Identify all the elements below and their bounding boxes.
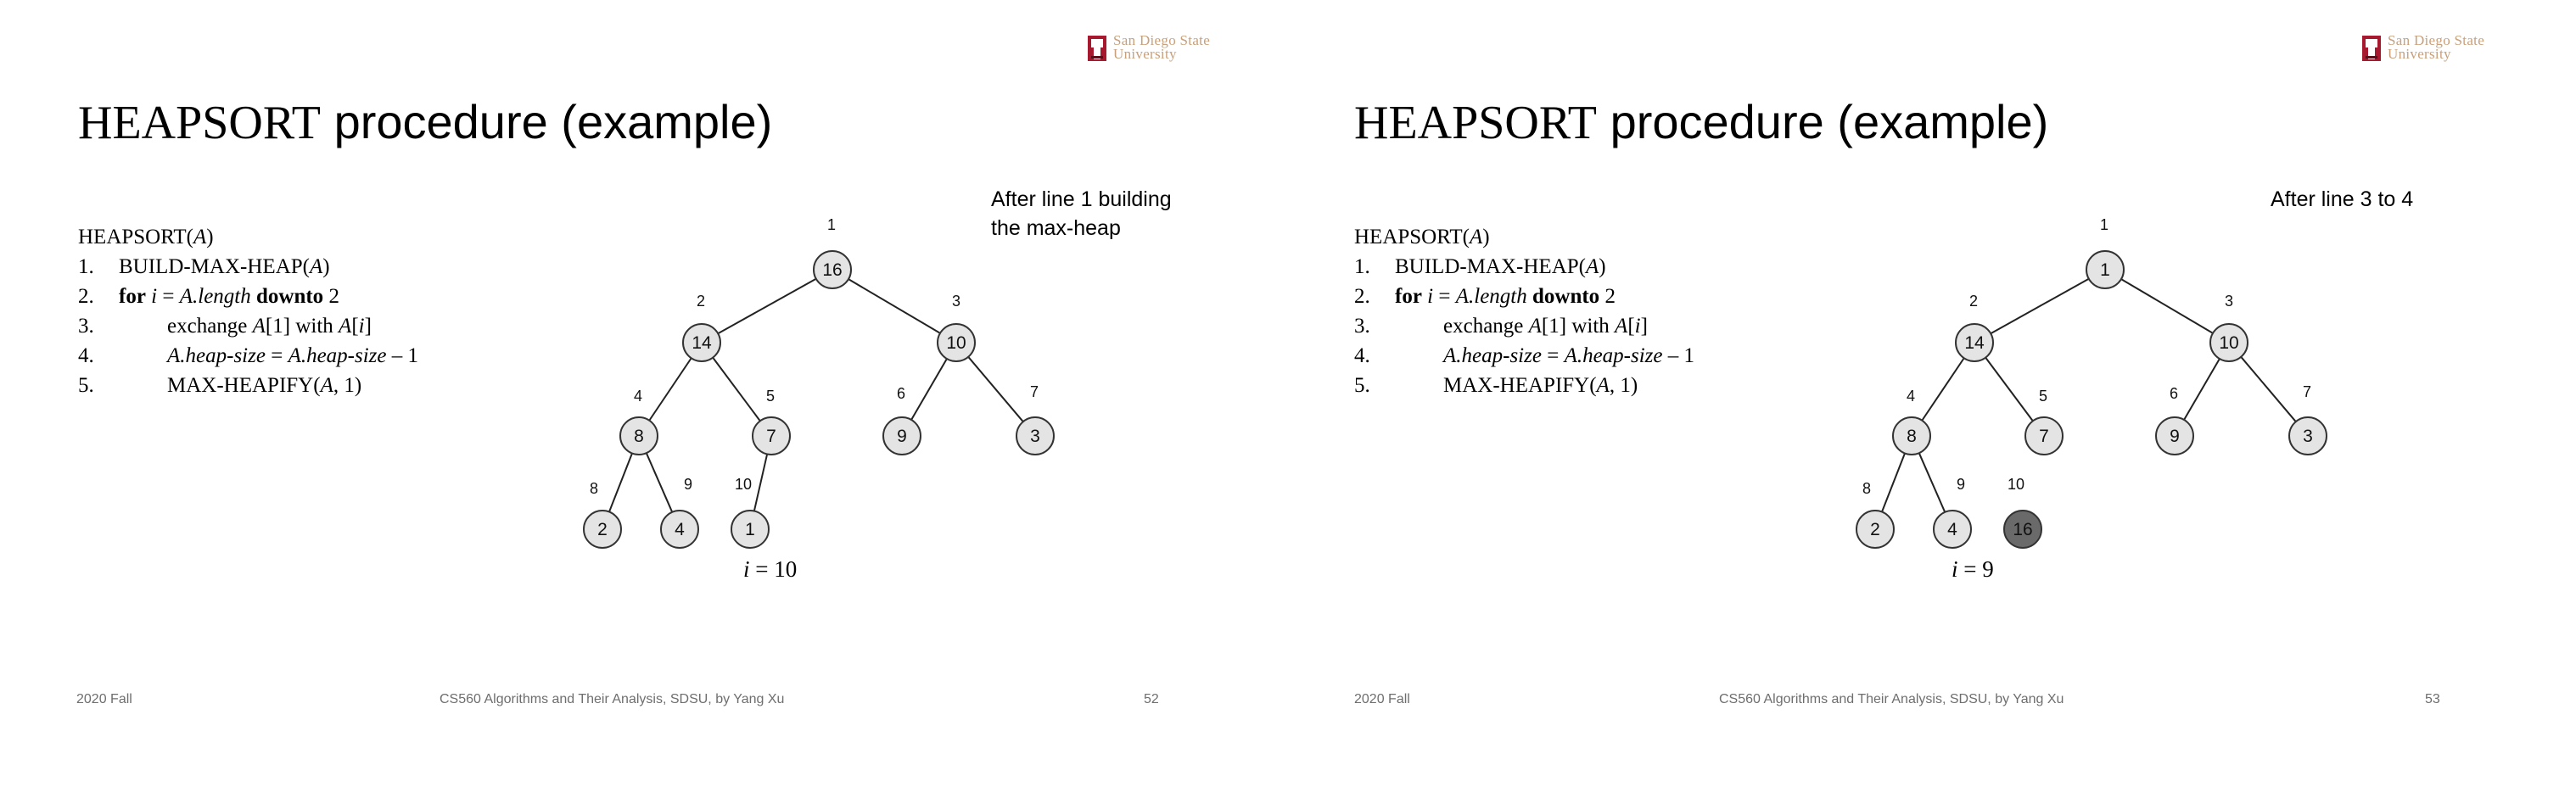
logo-line-2: University — [1113, 46, 1177, 62]
heap-node-value: 4 — [675, 520, 685, 539]
tree-edge — [2241, 357, 2296, 422]
heap-index-label: 1 — [826, 216, 837, 233]
logo-line-1: San Diego State — [1113, 32, 1211, 48]
slide-title-rest: procedure (example) — [1597, 95, 2049, 148]
tree-edge — [647, 453, 672, 512]
slide-title-rest: procedure (example) — [321, 95, 773, 148]
heap-tree — [1283, 0, 2564, 804]
tree-edge — [718, 279, 816, 334]
code-text: exchange A[1] with A[i] — [167, 315, 372, 338]
line-number: 3. — [1354, 315, 1370, 338]
code-text: for i = A.length downto 2 — [119, 285, 339, 308]
heap-node — [2004, 511, 2041, 548]
code-text: BUILD-MAX-HEAP(A) — [1395, 255, 1606, 278]
heap-node-value: 7 — [2039, 427, 2049, 446]
tree-edge — [1919, 453, 1945, 512]
slide-53 — [1283, 0, 2564, 804]
footer-page-number: 52 — [1144, 692, 1159, 706]
code-text: HEAPSORT(A) — [78, 226, 214, 248]
heap-node-value: 7 — [766, 427, 776, 446]
heap-index-label: 2 — [1968, 293, 1979, 310]
footer-term: 2020 Fall — [76, 692, 132, 706]
heap-node-value: 10 — [946, 333, 966, 353]
heap-node — [620, 417, 658, 455]
code-text: for i = A.length downto 2 — [1395, 285, 1616, 308]
heap-node — [1016, 417, 1054, 455]
slide-title-keyword: HEAPSORT — [78, 97, 322, 149]
logo-line-1: San Diego State — [2388, 32, 2485, 48]
heap-node — [883, 417, 921, 455]
loop-index-value: = 9 — [1957, 556, 1994, 582]
heap-index-label: 7 — [2302, 383, 2312, 400]
heap-node — [814, 251, 851, 288]
line-number: 3. — [78, 315, 94, 338]
heap-node-value: 9 — [897, 427, 907, 446]
heap-node — [731, 511, 769, 548]
heap-index-label: 8 — [589, 480, 599, 497]
heap-node — [2210, 324, 2248, 361]
code-text: BUILD-MAX-HEAP(A) — [119, 255, 330, 278]
code-text: exchange A[1] with A[i] — [1443, 315, 1648, 338]
heap-index-label: 3 — [951, 293, 961, 310]
heap-node-value: 1 — [745, 520, 755, 539]
heap-node — [683, 324, 720, 361]
line-number: 4. — [1354, 344, 1370, 367]
line-number: 2. — [78, 285, 94, 308]
code-text: HEAPSORT(A) — [1354, 226, 1490, 248]
heap-node-value: 8 — [1907, 427, 1917, 446]
heap-index-label: 3 — [2224, 293, 2234, 310]
heap-index-label: 5 — [2038, 388, 2048, 405]
heap-node-value: 9 — [2170, 427, 2180, 446]
heap-node — [1893, 417, 1930, 455]
heap-node-value: 2 — [1870, 520, 1880, 539]
tree-edge — [911, 359, 947, 420]
heap-index-label: 6 — [896, 385, 906, 402]
tree-edge — [2121, 279, 2213, 333]
code-text: MAX-HEAPIFY(A, 1) — [1443, 374, 1638, 397]
slide-title-keyword: HEAPSORT — [1354, 97, 1598, 149]
heap-node-value: 8 — [634, 427, 644, 446]
heap-index-label: 1 — [2099, 216, 2109, 233]
logo-line-2: University — [2388, 46, 2451, 62]
heap-index-label: 4 — [633, 388, 643, 405]
heap-node-value: 2 — [597, 520, 608, 539]
tree-edge — [1922, 358, 1963, 420]
heap-index-label: 7 — [1029, 383, 1039, 400]
heap-node-value: 3 — [2303, 427, 2313, 446]
heap-node-value: 4 — [1947, 520, 1957, 539]
tree-edge — [848, 279, 940, 333]
heap-index-label: 8 — [1862, 480, 1872, 497]
heap-node — [1856, 511, 1894, 548]
line-number: 5. — [1354, 374, 1370, 397]
heap-index-label: 10 — [2007, 476, 2025, 493]
heap-node — [1956, 324, 1993, 361]
footer-page-number: 53 — [2425, 692, 2440, 706]
loop-index-var: i — [1952, 556, 1958, 582]
heap-node — [753, 417, 790, 455]
heap-node — [2156, 417, 2193, 455]
heap-index-label: 9 — [683, 476, 693, 493]
code-text: MAX-HEAPIFY(A, 1) — [167, 374, 362, 397]
loop-index-var: i — [743, 556, 750, 582]
line-number: 1. — [78, 255, 94, 278]
footer-course: CS560 Algorithms and Their Analysis, SDSU, by Yang Xu — [440, 692, 785, 706]
loop-index-label — [1952, 556, 1994, 583]
tree-edge — [609, 453, 632, 511]
line-number: 5. — [78, 374, 94, 397]
tree-edge — [713, 358, 760, 422]
heap-index-label: 4 — [1906, 388, 1916, 405]
tree-edge — [754, 454, 767, 511]
footer-course: CS560 Algorithms and Their Analysis, SDSU, by Yang Xu — [1719, 692, 2064, 706]
heap-node-value: 16 — [2013, 520, 2033, 539]
tree-edge — [968, 357, 1023, 422]
tree-edge — [2184, 359, 2220, 420]
heap-node — [1934, 511, 1971, 548]
heap-node-value: 1 — [2100, 260, 2110, 280]
caption-line-1: After line 1 building — [991, 187, 1172, 211]
heap-index-label: 2 — [696, 293, 706, 310]
line-number: 4. — [78, 344, 94, 367]
heap-node — [661, 511, 698, 548]
heap-index-label: 10 — [734, 476, 753, 493]
loop-index-label — [743, 556, 797, 583]
caption-line-2: the max-heap — [991, 216, 1121, 240]
tree-edge — [1985, 358, 2033, 422]
tree-edge — [649, 358, 691, 420]
heap-node-value: 14 — [1964, 333, 1985, 353]
heap-node — [2289, 417, 2327, 455]
loop-index-value: = 10 — [749, 556, 798, 582]
heap-tree — [0, 0, 1281, 804]
slide-52 — [0, 0, 1281, 804]
heap-index-label: 5 — [765, 388, 776, 405]
line-number: 2. — [1354, 285, 1370, 308]
code-text: A.heap-size = A.heap-size – 1 — [167, 344, 419, 367]
footer-term: 2020 Fall — [1354, 692, 1410, 706]
tree-edge — [1991, 279, 2089, 334]
heap-node-value: 16 — [822, 260, 843, 280]
heap-index-label: 6 — [2169, 385, 2179, 402]
heap-node-value: 14 — [692, 333, 712, 353]
heap-node — [938, 324, 975, 361]
heap-node — [2025, 417, 2063, 455]
caption-line-1: After line 3 to 4 — [2271, 187, 2414, 211]
code-text: A.heap-size = A.heap-size – 1 — [1443, 344, 1695, 367]
heap-node — [2086, 251, 2124, 288]
line-number: 1. — [1354, 255, 1370, 278]
tree-edge — [1882, 453, 1905, 511]
heap-node-value: 3 — [1030, 427, 1040, 446]
heap-node-value: 10 — [2219, 333, 2239, 353]
heap-node — [584, 511, 621, 548]
heap-index-label: 9 — [1956, 476, 1966, 493]
